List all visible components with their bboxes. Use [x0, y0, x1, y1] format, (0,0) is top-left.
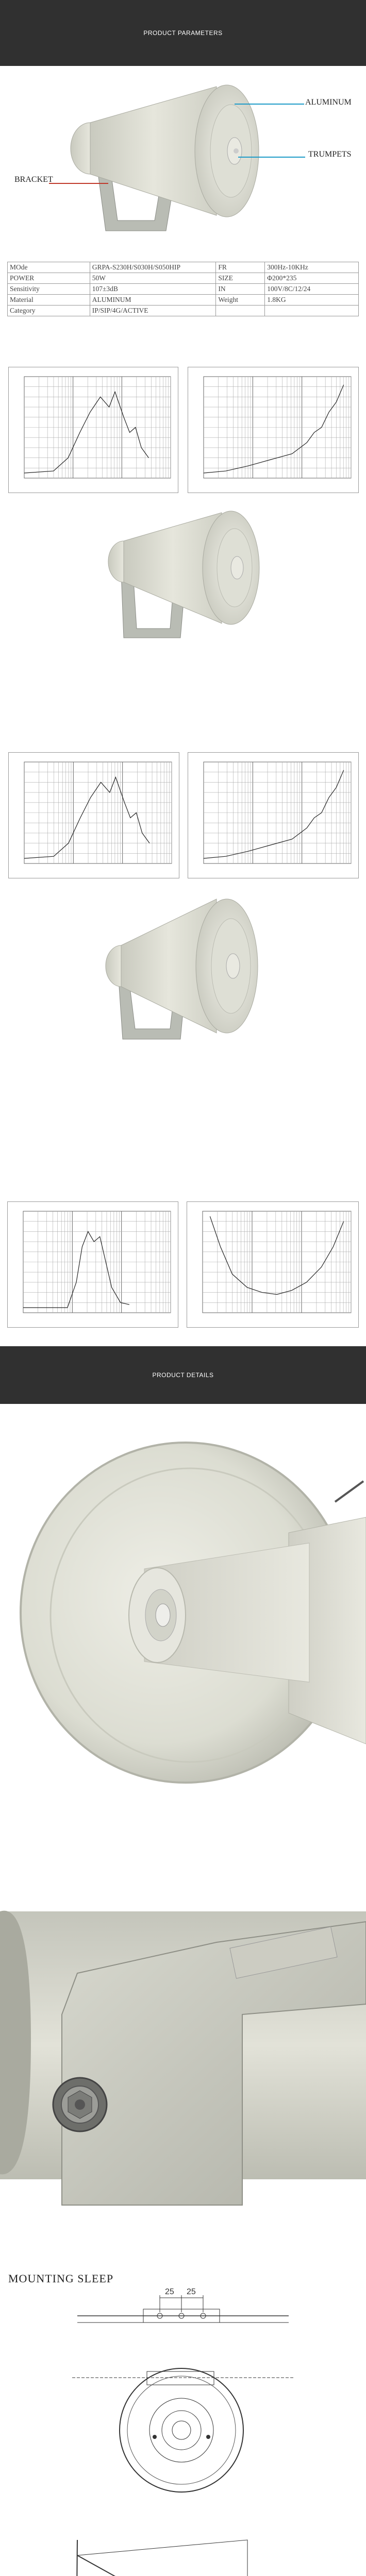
bracket-label: BRACKET	[14, 175, 53, 184]
param-label	[216, 306, 265, 316]
response-graph	[8, 752, 179, 878]
hero-product	[0, 66, 366, 241]
details-banner	[0, 1346, 366, 1404]
detail-photo-mouth	[0, 1414, 366, 1803]
param-value: 1.8KG	[265, 295, 359, 306]
measurement-curve	[24, 392, 148, 473]
parameters-title: PRODUCT PARAMETERS	[143, 29, 223, 37]
mounting-front-view-drawing	[0, 2342, 366, 2496]
param-value: Φ200*235	[265, 273, 359, 284]
graph-plot	[9, 367, 178, 493]
param-label: Category	[8, 306, 90, 316]
param-label: MOde	[8, 262, 90, 273]
horn-speaker-illustration	[0, 500, 366, 649]
impedance-graph	[187, 1201, 359, 1328]
aluminum-label: ALUMINUM	[305, 98, 352, 107]
dimension-label: 25	[187, 2287, 196, 2296]
param-label: FR	[216, 262, 265, 273]
table-row	[8, 284, 359, 295]
aluminum-callout-line	[235, 104, 304, 105]
param-label: IN	[216, 284, 265, 295]
measurement-curve	[23, 1231, 129, 1308]
param-value: 50W	[90, 273, 216, 284]
param-value: GRPA-S230H/S030H/S050HIP	[90, 262, 216, 273]
mounting-drawing-front	[0, 2342, 366, 2496]
detail-photo-bracket	[0, 1844, 366, 2246]
mounting-top-view-drawing	[0, 2287, 366, 2329]
horn-mouth-closeup	[0, 1414, 366, 1803]
param-label: Material	[8, 295, 90, 306]
table-row	[8, 273, 359, 284]
impedance-graph	[188, 367, 359, 493]
impedance-graph	[188, 752, 359, 878]
measurement-curve	[204, 385, 344, 473]
graph-plot	[187, 1202, 358, 1327]
table-row	[8, 262, 359, 273]
param-value	[265, 306, 359, 316]
speaker-photo-side	[0, 500, 366, 649]
param-label: POWER	[8, 273, 90, 284]
graph-plot	[8, 1202, 178, 1327]
measurement-curve	[210, 1216, 343, 1295]
graph-plot	[188, 753, 358, 878]
table-row	[8, 306, 359, 316]
mounting-title: MOUNTING SLEEP	[8, 2272, 114, 2285]
param-value: ALUMINUM	[90, 295, 216, 306]
param-label: Weight	[216, 295, 265, 306]
mounting-drawing-top	[0, 2287, 366, 2329]
dimension-label: 25	[165, 2287, 174, 2296]
param-label: Sensitivity	[8, 284, 90, 295]
bracket-closeup	[0, 1844, 366, 2246]
table-row	[8, 295, 359, 306]
horn-speaker-illustration	[0, 889, 366, 1043]
graph-plot	[188, 367, 358, 493]
param-value: 300Hz-10KHz	[265, 262, 359, 273]
response-graph	[8, 367, 178, 493]
trumpets-label: TRUMPETS	[308, 150, 352, 159]
parameters-table	[7, 262, 359, 316]
measurement-curve	[24, 777, 149, 859]
param-value: 100V/8C/12/24	[265, 284, 359, 295]
mounting-drawing-side	[0, 2509, 366, 2576]
parameters-banner	[0, 0, 366, 66]
mounting-side-view-drawing	[0, 2509, 366, 2576]
param-value: 107±3dB	[90, 284, 216, 295]
details-title: PRODUCT DETAILS	[152, 1371, 214, 1379]
trumpets-callout-line	[238, 157, 305, 158]
bracket-callout-line	[49, 183, 108, 184]
measurement-curve	[204, 770, 344, 858]
param-value: IP/SIP/4G/ACTIVE	[90, 306, 216, 316]
speaker-photo-front	[0, 889, 366, 1043]
param-label: SIZE	[216, 273, 265, 284]
graph-plot	[9, 753, 179, 878]
response-graph	[7, 1201, 178, 1328]
